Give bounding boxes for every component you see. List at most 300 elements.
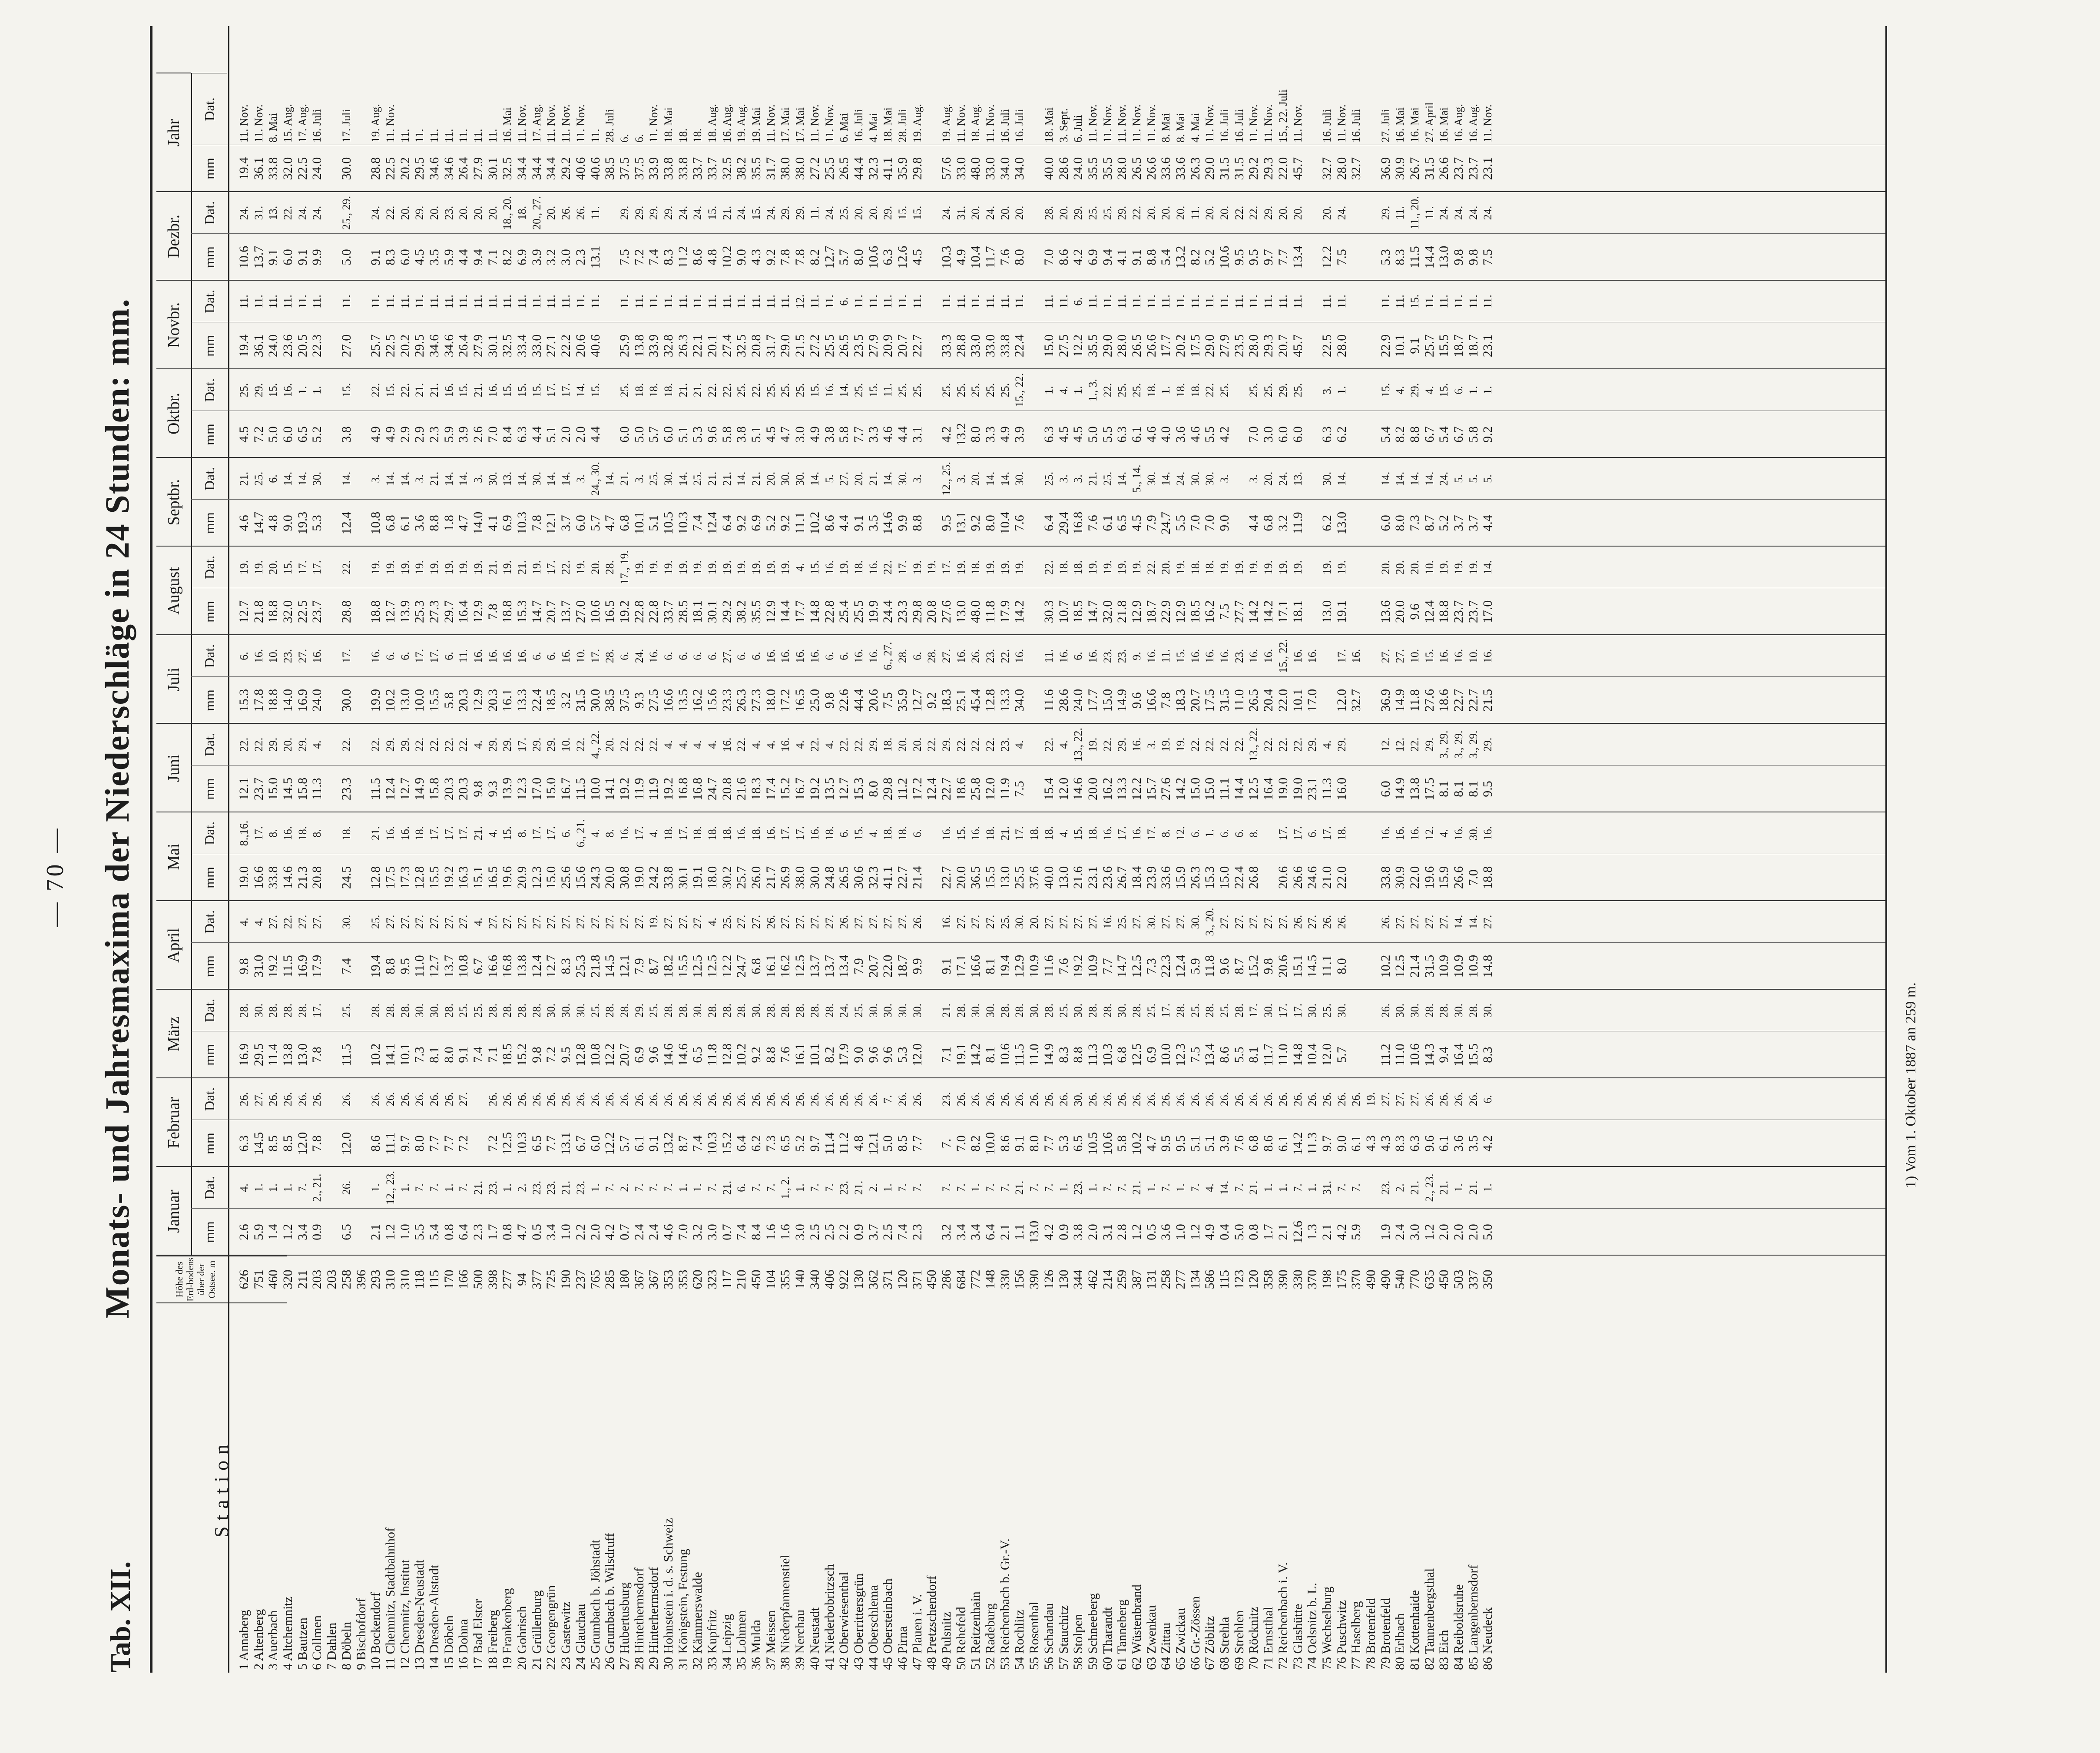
date-value: 14. <box>1452 915 1465 929</box>
date-value: 16. <box>852 649 865 663</box>
station-name: 8 Döbeln <box>339 1622 354 1670</box>
date-value: 27. <box>735 915 748 929</box>
date-value: 19. <box>838 560 851 575</box>
table-row <box>720 26 735 1673</box>
date-value: 5. <box>1452 474 1465 483</box>
date-value: 19. <box>252 560 265 575</box>
mm-value: 3.9 <box>1217 1135 1232 1152</box>
date-value: 20. <box>1057 205 1070 220</box>
mm-value: 12.8 <box>719 1043 734 1067</box>
mm-value: 3.7 <box>1451 515 1466 531</box>
date-value: 16. Aug. <box>720 104 733 142</box>
date-value: 11. Nov. <box>808 104 821 142</box>
mm-subheader: mm <box>191 588 227 635</box>
mm-value: 14.6 <box>1071 777 1086 801</box>
date-value: 18. <box>1189 560 1202 575</box>
elevation-value: 387 <box>1129 1269 1144 1289</box>
date-value: 26. <box>838 1092 851 1107</box>
elevation-value: 362 <box>866 1269 881 1289</box>
date-value: 28. <box>618 1003 631 1018</box>
elevation-value: 277 <box>1173 1269 1188 1289</box>
mm-value: 8.5 <box>266 1135 281 1152</box>
mm-value: 20.7 <box>1275 334 1290 358</box>
date-value: 11. Nov. <box>1247 104 1260 142</box>
mm-value: 6.3 <box>515 426 530 443</box>
mm-value: 0.9 <box>1056 1224 1071 1240</box>
date-value: 11. <box>633 295 646 308</box>
dat-subheader: Dat. <box>191 812 227 854</box>
elevation-value: 490 <box>1378 1269 1393 1289</box>
date-value: 28. <box>501 1003 514 1018</box>
date-value: 16. <box>779 649 792 663</box>
mm-value: 33.8 <box>266 157 281 180</box>
mm-value: 5.0 <box>632 426 646 443</box>
mm-value: 9.7 <box>807 1135 822 1152</box>
mm-value: 10.2 <box>734 1043 749 1067</box>
date-value: 11. <box>442 295 455 308</box>
station-name: 35 Lohmen <box>734 1610 749 1670</box>
mm-value: 28.6 <box>1056 689 1071 712</box>
mm-value: 33.4 <box>515 334 530 358</box>
mm-value: 16.5 <box>793 689 808 712</box>
date-value: 11. <box>384 295 397 308</box>
date-value: 21. <box>472 826 484 841</box>
mm-value: 13.0 <box>1319 600 1334 623</box>
mm-value: 4.2 <box>939 426 954 443</box>
mm-value: 8.0 <box>1027 1135 1042 1152</box>
mm-value: 2.0 <box>559 426 573 443</box>
date-value: 17. Mai <box>794 107 807 142</box>
date-value: 25. <box>647 471 660 486</box>
date-value: 24. <box>238 205 250 220</box>
date-value: 22. <box>384 205 397 220</box>
mm-value: 21.3 <box>295 866 310 889</box>
date-value: 15. <box>852 826 865 841</box>
mm-value: 7.7 <box>427 1135 441 1152</box>
mm-value: 24.0 <box>310 689 325 712</box>
mm-value: 21.5 <box>1481 689 1495 712</box>
mm-value: 4.7 <box>515 1224 530 1240</box>
date-value: 11. <box>1438 295 1451 308</box>
mm-value: 21.4 <box>910 866 924 889</box>
mm-value: 13.8 <box>281 1043 295 1067</box>
mm-value: 4.9 <box>997 426 1012 443</box>
date-value: 30. <box>662 471 675 486</box>
mm-value: 27.7 <box>1232 600 1246 623</box>
date-value: 19. <box>442 560 455 575</box>
mm-value: 12.5 <box>1129 954 1144 978</box>
date-value: 20. <box>398 205 411 220</box>
mm-value: 3.2 <box>690 1224 705 1240</box>
date-value: 28. <box>794 1003 807 1018</box>
date-value: 26. <box>662 1092 675 1107</box>
table-row <box>1393 26 1408 1673</box>
date-value: 18. <box>969 560 982 575</box>
mm-value: 8.8 <box>1144 249 1159 265</box>
mm-value: 1.3 <box>1305 1224 1320 1240</box>
date-value: 8. <box>1159 829 1173 838</box>
date-value: 18. <box>1072 560 1085 575</box>
mm-value: 5.5 <box>1232 1047 1246 1063</box>
date-value: 27. <box>1394 649 1407 663</box>
mm-value: 12.0 <box>1319 1043 1334 1067</box>
date-value: 26. <box>501 1092 514 1107</box>
date-value: 20. <box>969 471 982 486</box>
mm-value: 9.2 <box>763 249 778 265</box>
mm-value: 5.1 <box>646 515 661 531</box>
mm-value: 13.2 <box>954 423 968 446</box>
date-value: 4. <box>1394 386 1407 394</box>
date-value: 11. <box>1189 295 1202 308</box>
table-row <box>1437 26 1451 1673</box>
mm-value: 30.1 <box>485 157 500 180</box>
mm-value: 20.6 <box>866 689 881 712</box>
date-value: 19. <box>633 560 646 575</box>
mm-value: 16.8 <box>500 954 515 978</box>
mm-value: 4.6 <box>661 1224 676 1240</box>
date-value: 19. <box>413 560 426 575</box>
date-value: 21. <box>427 383 441 398</box>
mm-value: 28.5 <box>676 600 690 623</box>
mm-value: 27.9 <box>471 334 485 358</box>
mm-value: 25.9 <box>617 334 632 358</box>
station-name: 12 Chemnitz, Institut <box>397 1559 412 1670</box>
mm-value: 15.0 <box>1041 334 1056 358</box>
mm-value: 38.2 <box>734 600 749 623</box>
date-value: 27. <box>1218 915 1231 929</box>
mm-value: 11.5 <box>368 778 383 800</box>
date-value: 24. <box>1438 205 1451 220</box>
mm-value: 8.0 <box>1012 249 1027 265</box>
mm-value: 13.2 <box>1173 245 1188 269</box>
mm-value: 18.7 <box>895 954 910 978</box>
date-value: 6. <box>530 652 543 660</box>
date-value: 14. <box>398 471 411 486</box>
mm-value: 19.0 <box>632 866 646 889</box>
date-value: 29. <box>413 205 426 220</box>
date-value: 29. <box>1116 205 1129 220</box>
date-value: 6. <box>1189 829 1202 838</box>
date-value: 23. <box>1379 1180 1392 1195</box>
date-value: 27. <box>867 915 880 929</box>
date-value: 29. <box>252 383 265 398</box>
date-value: 3. <box>472 474 484 483</box>
mm-value: 29.2 <box>1246 157 1261 180</box>
mm-value: 5.9 <box>441 426 456 443</box>
date-value: 16. <box>442 383 455 398</box>
date-value: 17. <box>311 1003 324 1018</box>
mm-value: 30.3 <box>1041 600 1056 623</box>
date-value: 14. <box>1423 471 1436 486</box>
mm-value: 20.6 <box>1275 954 1290 978</box>
mm-value: 3.0 <box>1261 426 1276 443</box>
elevation-value: 130 <box>1056 1269 1071 1289</box>
date-value: 16. <box>1452 649 1465 663</box>
mm-value: 14.2 <box>1173 777 1188 801</box>
mm-value: 30.9 <box>1393 866 1408 889</box>
mm-value: 11.9 <box>646 778 661 800</box>
date-value: 20. <box>267 560 280 575</box>
date-value: 28. <box>720 1003 733 1018</box>
mm-value: 11.2 <box>676 246 690 268</box>
date-value: 6. <box>442 652 455 660</box>
date-value: 16. <box>867 560 880 575</box>
date-value: 14. <box>560 471 573 486</box>
date-value: 27. <box>1247 915 1260 929</box>
mm-value: 48.0 <box>968 157 983 180</box>
date-value: 17. <box>413 649 426 663</box>
station-name: 2 Altenberg <box>251 1609 266 1670</box>
date-value: 17. <box>252 826 265 841</box>
mm-value: 17.0 <box>529 777 544 801</box>
table-row <box>1115 26 1129 1673</box>
mm-value: 5.3 <box>895 1047 910 1063</box>
date-value: 4. <box>794 563 807 572</box>
mm-value: 6.9 <box>749 515 764 531</box>
mm-value: 14.3 <box>1422 1043 1437 1067</box>
mm-value: 0.5 <box>529 1224 544 1240</box>
date-value: 14. <box>1481 560 1494 575</box>
mm-value: 12.9 <box>471 689 485 712</box>
mm-value: 8.2 <box>822 1047 837 1063</box>
date-value: 26. <box>1145 1092 1158 1107</box>
date-value: 11. <box>398 295 411 308</box>
mm-value: 22.0 <box>1334 866 1349 889</box>
mm-value: 5.3 <box>310 515 325 531</box>
date-value: 28. <box>267 1003 280 1018</box>
date-value: 8. Mai <box>1174 113 1187 142</box>
date-value: 21. <box>1130 1180 1143 1195</box>
date-value: 25. <box>969 383 982 398</box>
date-value: 16. Juli <box>311 109 324 142</box>
mm-value: 11.6 <box>1041 689 1056 712</box>
mm-value: 18.0 <box>763 689 778 712</box>
mm-value: 10.0 <box>983 1132 998 1155</box>
table-row <box>793 26 808 1673</box>
date-value: 1. <box>676 1183 689 1192</box>
mm-value: 32.5 <box>500 334 515 358</box>
dat-subheader: Dat. <box>191 192 227 234</box>
mm-value: 5.1 <box>749 426 764 443</box>
mm-value: 17.7 <box>793 600 808 623</box>
date-value: 16. Juli <box>1218 109 1231 142</box>
mm-value: 5.9 <box>1349 1224 1364 1240</box>
mm-value: 14.6 <box>881 511 895 535</box>
mm-value: 8.1 <box>1451 781 1466 797</box>
date-value: 29. <box>647 205 660 220</box>
date-value: 30. <box>984 1003 997 1018</box>
mm-value: 32.8 <box>661 334 676 358</box>
date-value: 16. <box>808 649 821 663</box>
station-name: 53 Reichenbach b. Gr.-V. <box>997 1538 1012 1670</box>
date-value: 11. Nov. <box>1130 104 1143 142</box>
mm-value: 6.0 <box>281 249 295 265</box>
mm-value: 8.6 <box>1261 1135 1276 1152</box>
date-value: 26. <box>750 1092 763 1107</box>
date-value: 16. <box>764 649 777 663</box>
month-header: Februar <box>156 1077 191 1167</box>
mm-value: 12.0 <box>295 1132 310 1155</box>
date-value: 30. <box>691 1003 704 1018</box>
mm-value: 22.5 <box>295 600 310 623</box>
date-value: 28. Juli <box>896 109 909 142</box>
table-row <box>1071 26 1086 1673</box>
date-value: 26. <box>1130 1092 1143 1107</box>
mm-value: 9.9 <box>895 515 910 531</box>
date-value: 11. Nov. <box>238 104 250 142</box>
date-value: 29. <box>1276 383 1289 398</box>
mm-value: 18.8 <box>266 689 281 712</box>
date-value: 25. <box>457 1003 470 1018</box>
date-value: 16. <box>1218 649 1231 663</box>
mm-value: 4.5 <box>763 426 778 443</box>
mm-value: 11.3 <box>1319 778 1334 800</box>
date-value: 16. <box>252 649 265 663</box>
mm-value: 25.5 <box>822 334 837 358</box>
mm-subheader: mm <box>191 322 227 369</box>
date-value: 17. <box>311 560 324 575</box>
month-header: Juni <box>156 723 191 812</box>
date-value: 17. Aug. <box>530 104 543 142</box>
mm-value: 1.0 <box>397 1224 412 1240</box>
mm-value: 10.2 <box>719 245 734 269</box>
date-value: 27. <box>662 915 675 929</box>
mm-value: 22.3 <box>1159 954 1173 978</box>
date-value: 21. <box>486 560 499 575</box>
date-value: 19. <box>911 560 924 575</box>
date-value: 16. <box>808 826 821 841</box>
mm-value: 12.8 <box>983 689 998 712</box>
date-value: 29. <box>398 737 411 752</box>
mm-value: 5.5 <box>1173 515 1188 531</box>
date-value: 6. <box>560 829 573 838</box>
mm-value: 33.8 <box>1378 866 1393 889</box>
mm-value: 4.1 <box>485 515 500 531</box>
dat-subheader: Dat. <box>191 280 227 322</box>
date-value: 7. <box>940 1183 953 1192</box>
station-name: 50 Rehefeld <box>954 1607 968 1670</box>
mm-value: 32.5 <box>734 334 749 358</box>
date-value: 11. <box>1452 295 1465 308</box>
mm-value: 34.6 <box>427 334 441 358</box>
date-value: 28. <box>516 1003 529 1018</box>
elevation-value: 344 <box>1071 1269 1086 1289</box>
date-value: 21. <box>1086 471 1099 486</box>
mm-value: 33.7 <box>661 600 676 623</box>
date-value: 23. <box>486 1180 499 1195</box>
date-value: 27. <box>940 649 953 663</box>
mm-value: 4.4 <box>456 249 471 265</box>
mm-value: 14.7 <box>1085 600 1100 623</box>
mm-value: 4.2 <box>1481 1135 1495 1152</box>
date-value: 11. Nov. <box>574 104 587 142</box>
mm-value: 0.8 <box>500 1224 515 1240</box>
mm-subheader: mm <box>191 676 227 724</box>
date-value: 21. <box>867 471 880 486</box>
date-value: 20. <box>472 205 484 220</box>
date-value: 22. <box>735 737 748 752</box>
date-value: 26. <box>911 915 924 929</box>
mm-value: 5.7 <box>1334 1047 1349 1063</box>
date-value: 12. <box>1394 737 1407 752</box>
date-value: 6. Mai <box>838 113 851 142</box>
mm-value: 9.3 <box>485 781 500 797</box>
station-name: 76 Puschwitz <box>1334 1600 1349 1670</box>
mm-value: 32.7 <box>1349 689 1364 712</box>
mm-value: 15.0 <box>1217 866 1232 889</box>
mm-value: 5.7 <box>617 1135 632 1152</box>
date-value: 18. <box>691 826 704 841</box>
elevation-value: 353 <box>676 1269 690 1289</box>
mm-value: 9.0 <box>734 249 749 265</box>
mm-value: 5.3 <box>690 426 705 443</box>
station-name: 65 Zwickau <box>1173 1608 1188 1670</box>
table-row <box>983 26 998 1673</box>
date-value: 19. <box>750 560 763 575</box>
date-value: 23. <box>1116 649 1129 663</box>
date-value: 28. <box>808 1003 821 1018</box>
mm-value: 26.6 <box>1144 334 1159 358</box>
date-value: 7. <box>457 1183 470 1192</box>
date-value: 26. <box>911 1092 924 1107</box>
mm-value: 13.7 <box>559 600 573 623</box>
mm-value: 8.0 <box>851 249 866 265</box>
date-value: 15. <box>501 383 514 398</box>
mm-value: 22.5 <box>295 157 310 180</box>
station-name: 20 Gohrisch <box>515 1606 530 1670</box>
mm-value: 7.8 <box>485 603 500 620</box>
date-value: 6. <box>662 652 675 660</box>
date-value: 10. <box>1423 560 1436 575</box>
mm-value: 7.4 <box>471 1047 485 1063</box>
date-value: 26. <box>1174 1092 1187 1107</box>
date-value: 21. <box>1247 1180 1260 1195</box>
date-value: 11. <box>340 295 353 308</box>
mm-value: 13.4 <box>837 954 851 978</box>
date-value: 19. <box>1174 560 1187 575</box>
date-value: 7. <box>808 1183 821 1192</box>
date-value: 21. <box>560 1180 573 1195</box>
date-value: 11. <box>1232 295 1245 308</box>
footnote: 1) Vom 1. Oktober 1887 an 259 m. <box>1903 982 1919 1188</box>
mm-value: 12.7 <box>822 245 837 269</box>
mm-value: 34.4 <box>529 157 544 180</box>
mm-value: 35.5 <box>1085 157 1100 180</box>
date-value: 22. <box>1189 737 1202 752</box>
table-row <box>764 26 778 1673</box>
date-value: 17. <box>1320 826 1333 841</box>
date-value: 14. <box>574 383 587 398</box>
date-value: 16. <box>472 649 484 663</box>
mm-value: 11.0 <box>1232 689 1246 712</box>
date-value: 25., 29. <box>340 196 353 230</box>
mm-value: 23.3 <box>895 600 910 623</box>
date-value: 2. <box>618 1183 631 1192</box>
date-value: 13. <box>1291 471 1304 486</box>
date-value: 21. <box>618 471 631 486</box>
mm-value: 10.1 <box>807 1043 822 1067</box>
date-value: 19. <box>706 560 719 575</box>
mm-value: 13.7 <box>807 954 822 978</box>
date-value: 18. <box>296 826 309 841</box>
date-value: 1. <box>691 1183 704 1192</box>
mm-value: 31.5 <box>1217 689 1232 712</box>
mm-value: 33.8 <box>266 866 281 889</box>
date-value: 28. <box>296 1003 309 1018</box>
station-name: 74 Oelsnitz b. L. <box>1305 1583 1320 1670</box>
mm-value: 19.4 <box>368 954 383 978</box>
mm-value: 2.6 <box>471 426 485 443</box>
